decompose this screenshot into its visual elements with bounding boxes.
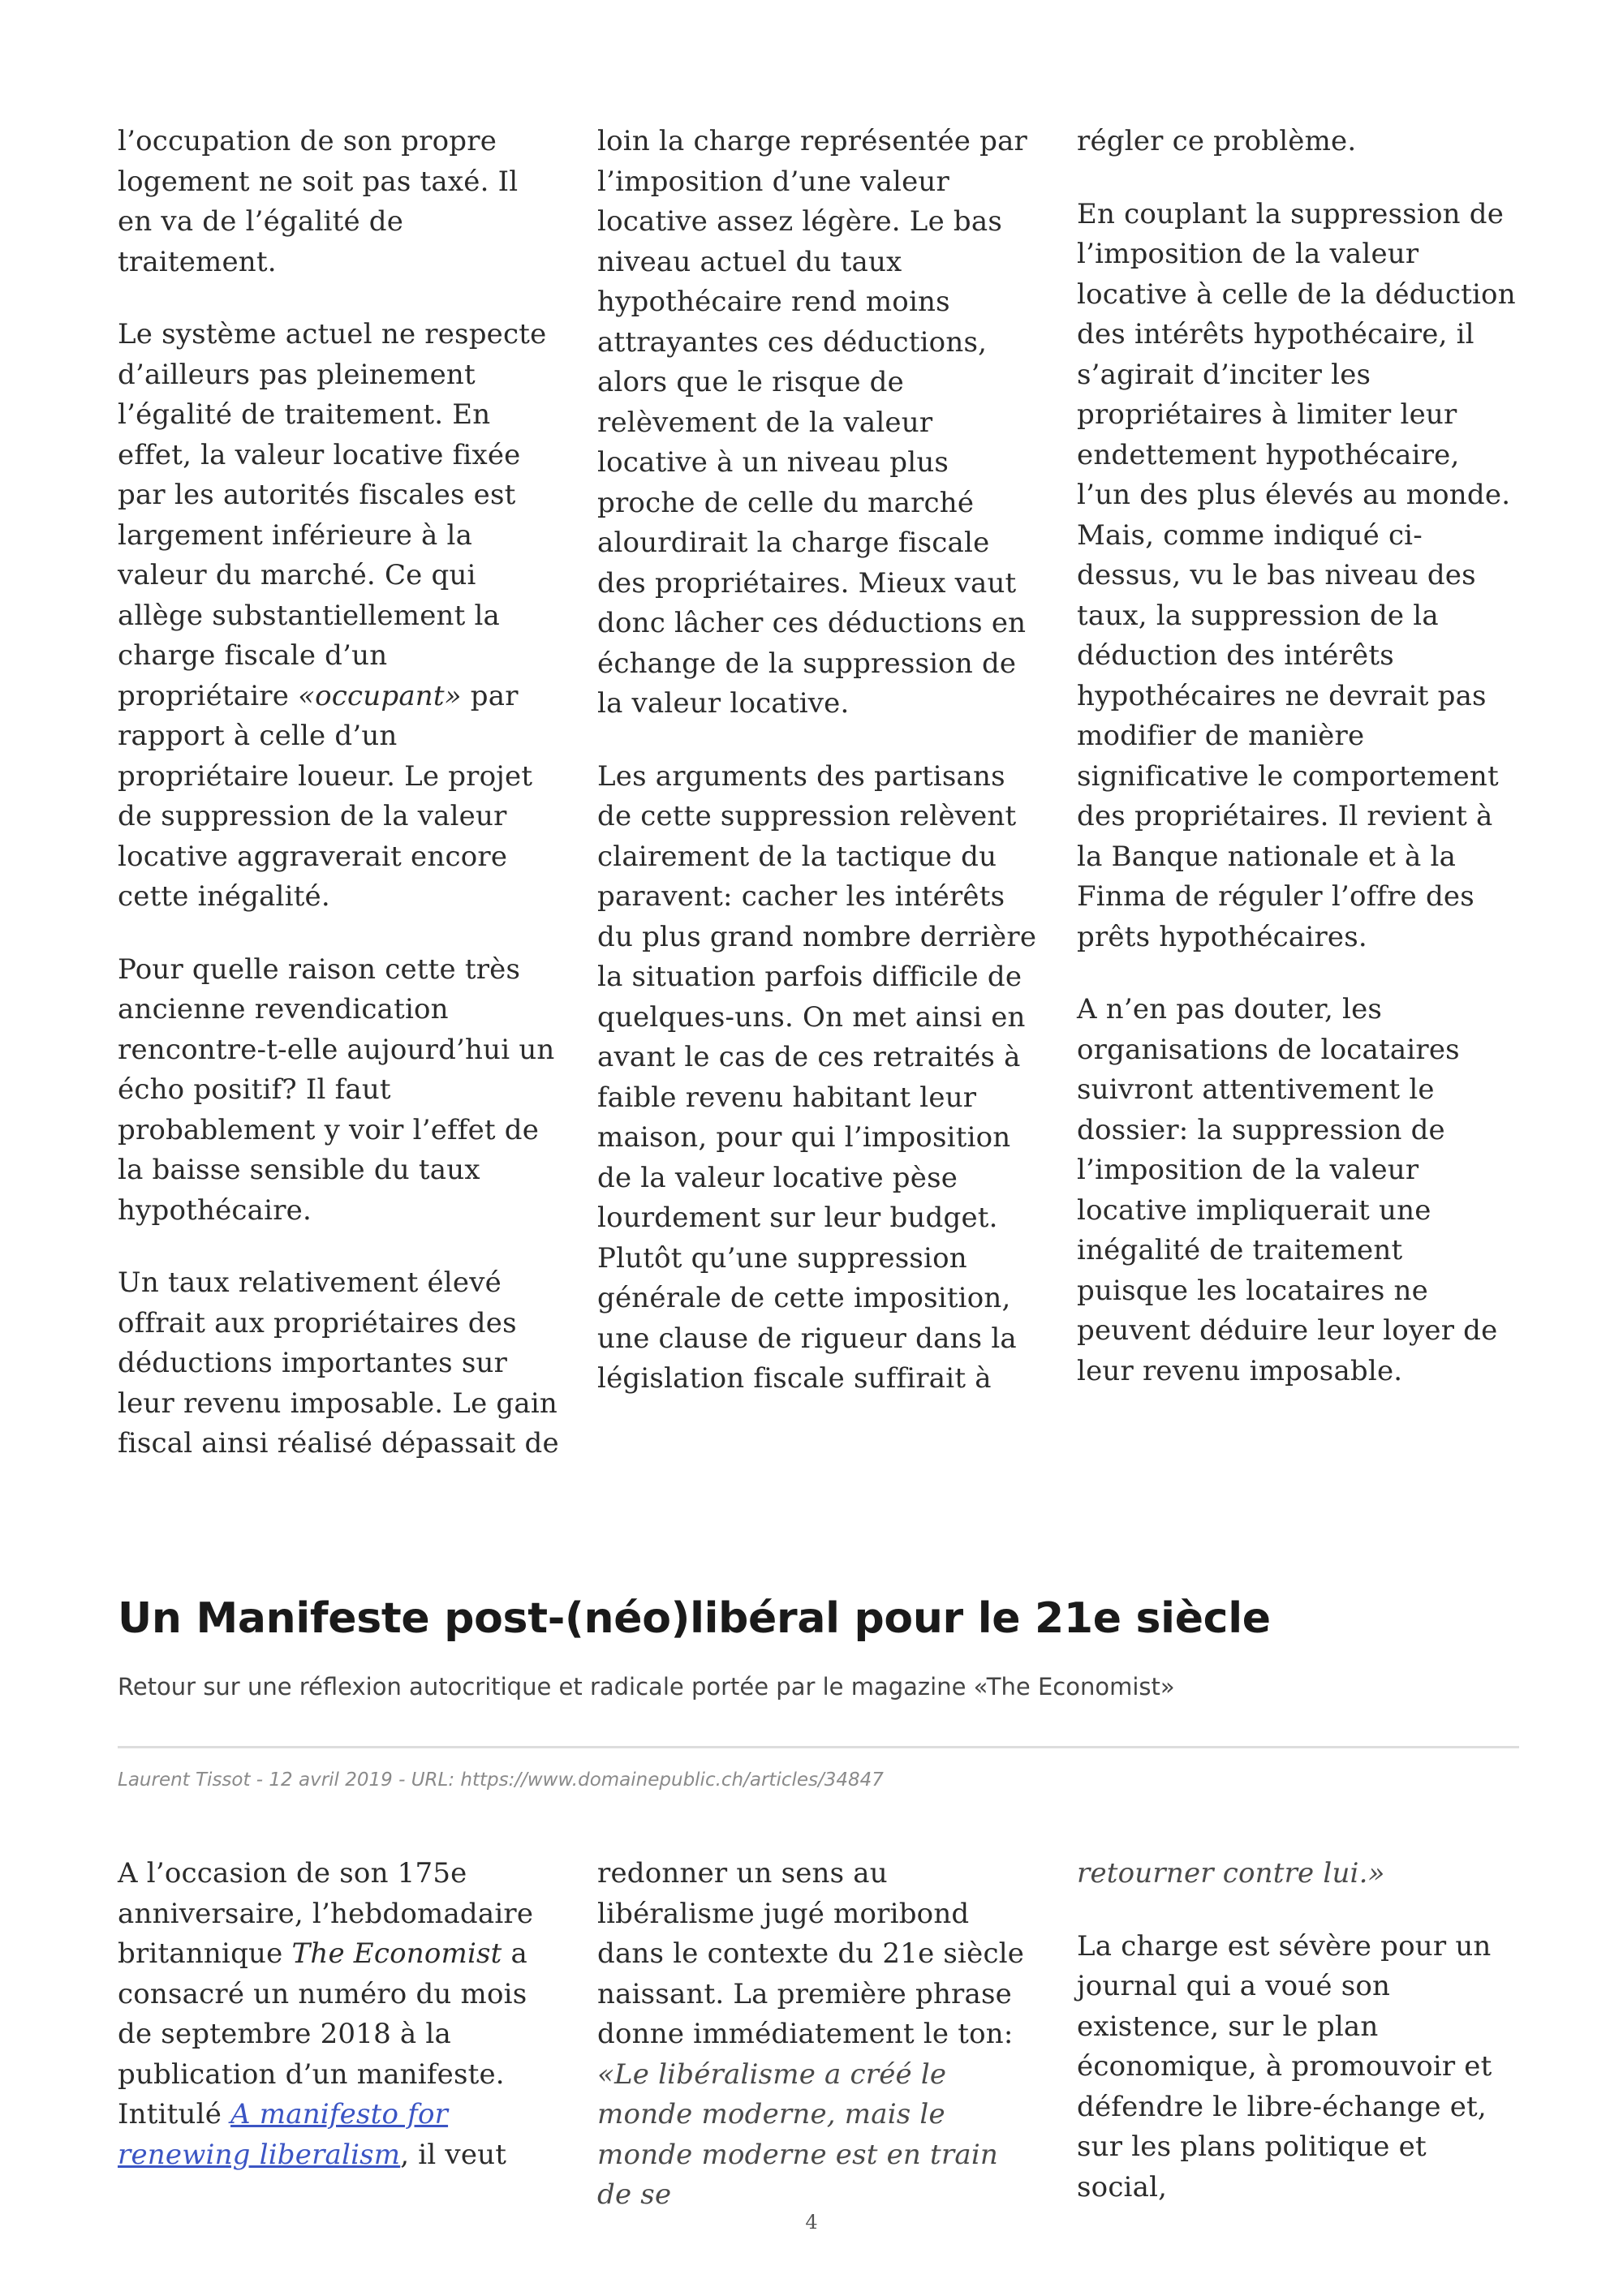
article-title: Un Manifeste post-(néo)libéral pour le 21e siècle xyxy=(118,1594,1271,1643)
manifesto-link[interactable]: A manifesto for renewing liberalism xyxy=(118,2098,449,2171)
paragraph-text: redonner un sens au libéralisme jugé moribond dans le contexte du 21e siècle naissant. La première phrase donne immédiatement le ton: xyxy=(597,1857,1025,2050)
paragraph-text: , il veut xyxy=(400,2138,507,2171)
column-1 xyxy=(118,122,560,1497)
paragraph: l’occupation de son propre logement ne soit pas taxé. Il en va de l’égalité de traitement. xyxy=(118,125,519,278)
paragraph xyxy=(597,1854,1040,2216)
article-meta: Laurent Tissot - 12 avril 2019 - URL: https://www.domainepublic.ch/articles/34847 xyxy=(118,1769,884,1791)
column-2 xyxy=(597,122,1040,1497)
quote: «Le libéralisme a créé le monde moderne, mais le monde moderne est en train de se xyxy=(597,2057,998,2211)
paragraph xyxy=(118,1854,560,2175)
paragraph: loin la charge représentée par l’imposition d’une valeur locative assez légère. Le bas niveau actuel du taux hypothécaire rend moins attrayantes ces déductions, alors que le risque de relèvement de la valeur locative à un niveau plus proche de celle du marché alourdirait la charge fiscale des propriétaires. Mieux vaut donc lâcher ces déductions en échange de la suppression de la valeur locative. xyxy=(597,125,1028,720)
page-number: 4 xyxy=(805,2211,818,2234)
paragraph: La charge est sévère pour un journal qui a voué son existence, sur le plan économique, à promouvoir et défendre le libre-échange et, sur les plans politique et social, xyxy=(1077,1929,1492,2204)
bottom-columns xyxy=(118,1854,1519,2248)
column-1 xyxy=(118,1854,560,2248)
paragraph xyxy=(1077,1854,1519,1894)
paragraph-text: a consacré un numéro du mois de septembre 2018 à la publication d’un manifeste. Intitulé xyxy=(118,1937,528,2130)
paragraph: Un taux relativement élevé offrait aux propriétaires des déductions importantes sur leur revenu imposable. Le gain fiscal ainsi réalisé dépassait de xyxy=(118,1266,559,1460)
paragraph-text: Le système actuel ne respecte d’ailleurs pas pleinement l’égalité de traitement. En effet, la valeur locative fixée par les autorités fiscales est largement inférieure à la valeur du marché. Ce qui allège substantiellement la charge fiscale d’un propriétaire xyxy=(118,318,547,712)
column-2 xyxy=(597,1854,1040,2248)
paragraph: En couplant la suppression de l’imposition de la valeur locative à celle de la déduction des intérêts hypothécaire, il s’agirait d’inciter les propriétaires à limiter leur endettement hypothécaire, l’un des plus élevés au monde. Mais, comme indiqué ci-dessus, vu le bas niveau des taux, la suppression de la déduction des intérêts hypothécaires ne devrait pas modifier de manière significative le comportement des propriétaires. Il revient à la Banque nationale et à la Finma de réguler l’offre des prêts hypothécaires. xyxy=(1077,197,1516,953)
top-columns xyxy=(118,122,1519,1497)
paragraph: Pour quelle raison cette très ancienne revendication rencontre-t-elle aujourd’hui un écho positif? Il faut probablement y voir l’effet de la baisse sensible du taux hypothécaire. xyxy=(118,952,555,1227)
italic-occupant: «occupant» xyxy=(298,679,462,712)
italic-publication: The Economist xyxy=(291,1937,502,1970)
paragraph: Les arguments des partisans de cette suppression relèvent clairement de la tactique du paravent: cacher les intérêts du plus grand nombre derrière la situation parfois difficile de quelques-uns. On met ainsi en avant le cas de ces retraités à faible revenu habitant leur maison, pour qui l’imposition de la valeur locative pèse lourdement sur leur budget. Plutôt qu’une suppression générale de cette imposition, une clause de rigueur dans la législation fiscale suffirait à xyxy=(597,759,1037,1395)
paragraph-text: par rapport à celle d’un propriétaire loueur. Le projet de suppression de la valeur locative aggraverait encore cette inégalité. xyxy=(118,679,533,913)
paragraph: A n’en pas douter, les organisations de locataires suivront attentivement le dossier: la suppression de l’imposition de la valeur locative impliquerait une inégalité de traitement puisque les locataires ne peuvent déduire leur loyer de leur revenu imposable. xyxy=(1077,993,1498,1387)
article-subtitle: Retour sur une réflexion autocritique et radicale portée par le magazine «The Economist» xyxy=(118,1673,1175,1701)
quote: retourner contre lui.» xyxy=(1077,1857,1385,1890)
paragraph xyxy=(118,315,560,918)
column-3 xyxy=(1077,122,1519,1497)
divider xyxy=(118,1746,1519,1748)
paragraph-text: A l’occasion de son 175e anniversaire, l’hebdomadaire britannique xyxy=(118,1857,534,1970)
column-3 xyxy=(1077,1854,1519,2248)
paragraph: régler ce problème. xyxy=(1077,125,1357,157)
